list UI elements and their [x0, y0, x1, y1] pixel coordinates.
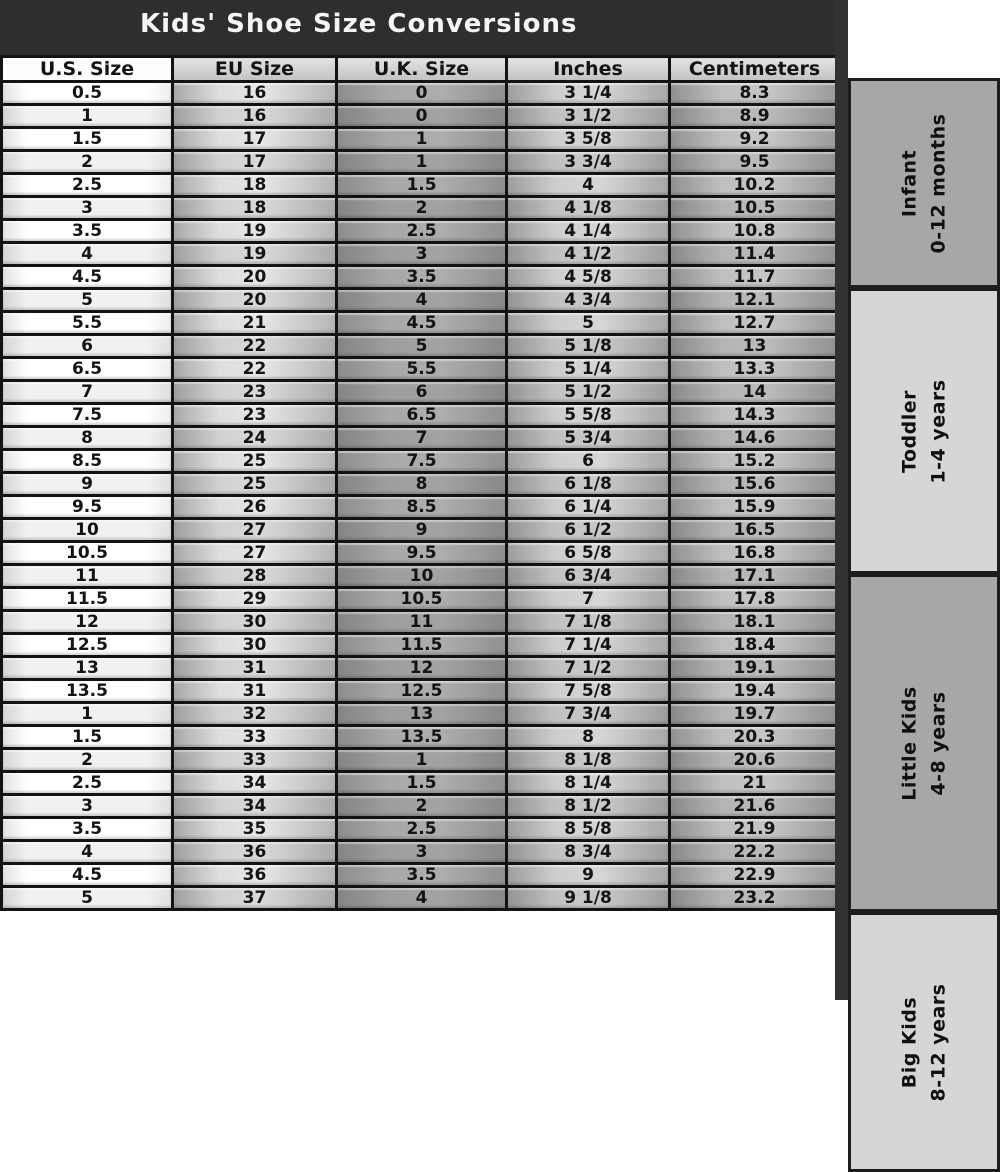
column-header-uk-size: U.K. Size — [337, 57, 507, 82]
cell-r14-c5: 14 — [670, 381, 840, 404]
cell-r16-c1: 8 — [2, 427, 173, 450]
table-row — [2, 864, 840, 887]
cell-r7-c3: 2.5 — [337, 220, 507, 243]
cell-r25-c2: 30 — [173, 634, 337, 657]
cell-r30-c5: 20.6 — [670, 749, 840, 772]
column-header-inches: Inches — [507, 57, 670, 82]
cell-r17-c4: 6 — [507, 450, 670, 473]
cell-r4-c5: 9.5 — [670, 151, 840, 174]
cell-r12-c4: 5 1/8 — [507, 335, 670, 358]
cell-r29-c2: 33 — [173, 726, 337, 749]
cell-r19-c1: 9.5 — [2, 496, 173, 519]
table-row — [2, 358, 840, 381]
table-row — [2, 128, 840, 151]
cell-r10-c3: 4 — [337, 289, 507, 312]
page-title: Kids' Shoe Size Conversions — [140, 9, 578, 39]
table-row — [2, 450, 840, 473]
cell-r9-c1: 4.5 — [2, 266, 173, 289]
title-band — [0, 0, 838, 55]
cell-r3-c2: 17 — [173, 128, 337, 151]
cell-r20-c2: 27 — [173, 519, 337, 542]
cell-r34-c3: 3 — [337, 841, 507, 864]
cell-r13-c5: 13.3 — [670, 358, 840, 381]
cell-r15-c5: 14.3 — [670, 404, 840, 427]
cell-r21-c3: 9.5 — [337, 542, 507, 565]
cell-r27-c3: 12.5 — [337, 680, 507, 703]
cell-r2-c2: 16 — [173, 105, 337, 128]
cell-r6-c1: 3 — [2, 197, 173, 220]
cell-r18-c1: 9 — [2, 473, 173, 496]
cell-r2-c4: 3 1/2 — [507, 105, 670, 128]
cell-r11-c2: 21 — [173, 312, 337, 335]
age-block-big-kids — [848, 912, 1000, 1172]
cell-r25-c3: 11.5 — [337, 634, 507, 657]
table-row — [2, 795, 840, 818]
cell-r36-c5: 23.2 — [670, 887, 840, 910]
table-header-row — [2, 57, 840, 82]
age-block-big-kids-label: Big Kids 8-12 years — [898, 983, 949, 1101]
cell-r1-c4: 3 1/4 — [507, 82, 670, 105]
cell-r7-c5: 10.8 — [670, 220, 840, 243]
cell-r22-c5: 17.1 — [670, 565, 840, 588]
cell-r18-c5: 15.6 — [670, 473, 840, 496]
cell-r31-c3: 1.5 — [337, 772, 507, 795]
cell-r32-c2: 34 — [173, 795, 337, 818]
cell-r35-c2: 36 — [173, 864, 337, 887]
table-row — [2, 887, 840, 910]
table-row — [2, 680, 840, 703]
cell-r23-c1: 11.5 — [2, 588, 173, 611]
table-row — [2, 105, 840, 128]
cell-r25-c5: 18.4 — [670, 634, 840, 657]
cell-r34-c4: 8 3/4 — [507, 841, 670, 864]
cell-r30-c1: 2 — [2, 749, 173, 772]
table-row — [2, 404, 840, 427]
cell-r21-c2: 27 — [173, 542, 337, 565]
cell-r32-c4: 8 1/2 — [507, 795, 670, 818]
table-row — [2, 151, 840, 174]
table-row — [2, 611, 840, 634]
cell-r32-c3: 2 — [337, 795, 507, 818]
cell-r22-c2: 28 — [173, 565, 337, 588]
cell-r10-c1: 5 — [2, 289, 173, 312]
cell-r33-c1: 3.5 — [2, 818, 173, 841]
age-block-toddler-label: Toddler 1-4 years — [898, 378, 949, 484]
cell-r32-c5: 21.6 — [670, 795, 840, 818]
cell-r21-c4: 6 5/8 — [507, 542, 670, 565]
cell-r9-c4: 4 5/8 — [507, 266, 670, 289]
cell-r10-c2: 20 — [173, 289, 337, 312]
table-row — [2, 772, 840, 795]
cell-r21-c1: 10.5 — [2, 542, 173, 565]
cell-r9-c5: 11.7 — [670, 266, 840, 289]
cell-r7-c2: 19 — [173, 220, 337, 243]
cell-r31-c1: 2.5 — [2, 772, 173, 795]
table-row — [2, 312, 840, 335]
cell-r17-c2: 25 — [173, 450, 337, 473]
cell-r31-c2: 34 — [173, 772, 337, 795]
cell-r30-c2: 33 — [173, 749, 337, 772]
table-row — [2, 335, 840, 358]
cell-r13-c2: 22 — [173, 358, 337, 381]
table-sidebar-divider — [835, 0, 848, 1000]
cell-r36-c4: 9 1/8 — [507, 887, 670, 910]
cell-r17-c5: 15.2 — [670, 450, 840, 473]
cell-r36-c2: 37 — [173, 887, 337, 910]
cell-r5-c5: 10.2 — [670, 174, 840, 197]
cell-r15-c4: 5 5/8 — [507, 404, 670, 427]
cell-r23-c5: 17.8 — [670, 588, 840, 611]
cell-r3-c5: 9.2 — [670, 128, 840, 151]
cell-r16-c4: 5 3/4 — [507, 427, 670, 450]
cell-r22-c4: 6 3/4 — [507, 565, 670, 588]
cell-r11-c5: 12.7 — [670, 312, 840, 335]
cell-r36-c1: 5 — [2, 887, 173, 910]
cell-r11-c3: 4.5 — [337, 312, 507, 335]
cell-r23-c3: 10.5 — [337, 588, 507, 611]
cell-r20-c4: 6 1/2 — [507, 519, 670, 542]
cell-r12-c1: 6 — [2, 335, 173, 358]
table-row — [2, 519, 840, 542]
cell-r8-c1: 4 — [2, 243, 173, 266]
cell-r26-c1: 13 — [2, 657, 173, 680]
cell-r23-c2: 29 — [173, 588, 337, 611]
table-row — [2, 473, 840, 496]
cell-r6-c5: 10.5 — [670, 197, 840, 220]
age-block-little-kids — [848, 574, 1000, 912]
cell-r22-c1: 11 — [2, 565, 173, 588]
cell-r13-c4: 5 1/4 — [507, 358, 670, 381]
cell-r15-c1: 7.5 — [2, 404, 173, 427]
cell-r27-c1: 13.5 — [2, 680, 173, 703]
cell-r9-c2: 20 — [173, 266, 337, 289]
cell-r3-c4: 3 5/8 — [507, 128, 670, 151]
cell-r6-c4: 4 1/8 — [507, 197, 670, 220]
cell-r34-c2: 36 — [173, 841, 337, 864]
cell-r8-c2: 19 — [173, 243, 337, 266]
cell-r4-c3: 1 — [337, 151, 507, 174]
cell-r6-c3: 2 — [337, 197, 507, 220]
cell-r4-c4: 3 3/4 — [507, 151, 670, 174]
cell-r33-c3: 2.5 — [337, 818, 507, 841]
cell-r34-c5: 22.2 — [670, 841, 840, 864]
cell-r14-c3: 6 — [337, 381, 507, 404]
cell-r35-c5: 22.9 — [670, 864, 840, 887]
cell-r1-c3: 0 — [337, 82, 507, 105]
cell-r18-c4: 6 1/8 — [507, 473, 670, 496]
cell-r29-c1: 1.5 — [2, 726, 173, 749]
table-row — [2, 657, 840, 680]
age-block-infant — [848, 78, 1000, 288]
cell-r16-c3: 7 — [337, 427, 507, 450]
table-row — [2, 220, 840, 243]
cell-r8-c5: 11.4 — [670, 243, 840, 266]
table-row — [2, 82, 840, 105]
cell-r5-c4: 4 — [507, 174, 670, 197]
cell-r15-c3: 6.5 — [337, 404, 507, 427]
table-row — [2, 749, 840, 772]
table-row — [2, 266, 840, 289]
cell-r28-c2: 32 — [173, 703, 337, 726]
cell-r4-c1: 2 — [2, 151, 173, 174]
cell-r1-c5: 8.3 — [670, 82, 840, 105]
cell-r20-c5: 16.5 — [670, 519, 840, 542]
cell-r8-c4: 4 1/2 — [507, 243, 670, 266]
cell-r1-c1: 0.5 — [2, 82, 173, 105]
cell-r11-c1: 5.5 — [2, 312, 173, 335]
cell-r28-c4: 7 3/4 — [507, 703, 670, 726]
cell-r19-c3: 8.5 — [337, 496, 507, 519]
cell-r28-c3: 13 — [337, 703, 507, 726]
cell-r34-c1: 4 — [2, 841, 173, 864]
cell-r17-c1: 8.5 — [2, 450, 173, 473]
cell-r19-c4: 6 1/4 — [507, 496, 670, 519]
cell-r27-c2: 31 — [173, 680, 337, 703]
table-row — [2, 565, 840, 588]
cell-r24-c3: 11 — [337, 611, 507, 634]
age-block-little-kids-label: Little Kids 4-8 years — [898, 685, 949, 801]
cell-r26-c2: 31 — [173, 657, 337, 680]
cell-r18-c2: 25 — [173, 473, 337, 496]
cell-r13-c1: 6.5 — [2, 358, 173, 381]
cell-r7-c4: 4 1/4 — [507, 220, 670, 243]
column-header-eu-size: EU Size — [173, 57, 337, 82]
table-row — [2, 197, 840, 220]
cell-r25-c4: 7 1/4 — [507, 634, 670, 657]
cell-r12-c5: 13 — [670, 335, 840, 358]
cell-r7-c1: 3.5 — [2, 220, 173, 243]
cell-r2-c3: 0 — [337, 105, 507, 128]
cell-r33-c4: 8 5/8 — [507, 818, 670, 841]
age-block-infant-label: Infant 0-12 months — [898, 113, 949, 253]
cell-r6-c2: 18 — [173, 197, 337, 220]
cell-r30-c4: 8 1/8 — [507, 749, 670, 772]
cell-r19-c5: 15.9 — [670, 496, 840, 519]
cell-r2-c5: 8.9 — [670, 105, 840, 128]
cell-r35-c3: 3.5 — [337, 864, 507, 887]
age-block-toddler — [848, 288, 1000, 574]
cell-r25-c1: 12.5 — [2, 634, 173, 657]
table-row — [2, 634, 840, 657]
cell-r5-c3: 1.5 — [337, 174, 507, 197]
cell-r11-c4: 5 — [507, 312, 670, 335]
table-row — [2, 726, 840, 749]
cell-r27-c4: 7 5/8 — [507, 680, 670, 703]
cell-r32-c1: 3 — [2, 795, 173, 818]
cell-r4-c2: 17 — [173, 151, 337, 174]
cell-r14-c4: 5 1/2 — [507, 381, 670, 404]
cell-r21-c5: 16.8 — [670, 542, 840, 565]
column-header-centimeters: Centimeters — [670, 57, 840, 82]
cell-r20-c3: 9 — [337, 519, 507, 542]
cell-r24-c5: 18.1 — [670, 611, 840, 634]
cell-r17-c3: 7.5 — [337, 450, 507, 473]
column-header-us-size: U.S. Size — [2, 57, 173, 82]
table-row — [2, 841, 840, 864]
table-row — [2, 542, 840, 565]
cell-r36-c3: 4 — [337, 887, 507, 910]
cell-r5-c1: 2.5 — [2, 174, 173, 197]
cell-r9-c3: 3.5 — [337, 266, 507, 289]
cell-r13-c3: 5.5 — [337, 358, 507, 381]
cell-r33-c2: 35 — [173, 818, 337, 841]
table-body — [2, 82, 840, 910]
cell-r31-c4: 8 1/4 — [507, 772, 670, 795]
conversion-table — [0, 55, 841, 911]
cell-r14-c2: 23 — [173, 381, 337, 404]
cell-r16-c5: 14.6 — [670, 427, 840, 450]
cell-r26-c4: 7 1/2 — [507, 657, 670, 680]
table-row — [2, 427, 840, 450]
cell-r19-c2: 26 — [173, 496, 337, 519]
cell-r30-c3: 1 — [337, 749, 507, 772]
cell-r31-c5: 21 — [670, 772, 840, 795]
cell-r33-c5: 21.9 — [670, 818, 840, 841]
cell-r12-c2: 22 — [173, 335, 337, 358]
cell-r24-c4: 7 1/8 — [507, 611, 670, 634]
cell-r29-c3: 13.5 — [337, 726, 507, 749]
cell-r10-c5: 12.1 — [670, 289, 840, 312]
table-row — [2, 496, 840, 519]
cell-r5-c2: 18 — [173, 174, 337, 197]
cell-r22-c3: 10 — [337, 565, 507, 588]
table-row — [2, 818, 840, 841]
cell-r14-c1: 7 — [2, 381, 173, 404]
cell-r16-c2: 24 — [173, 427, 337, 450]
age-group-sidebar — [848, 0, 1000, 1101]
cell-r26-c5: 19.1 — [670, 657, 840, 680]
cell-r35-c4: 9 — [507, 864, 670, 887]
cell-r18-c3: 8 — [337, 473, 507, 496]
cell-r20-c1: 10 — [2, 519, 173, 542]
cell-r10-c4: 4 3/4 — [507, 289, 670, 312]
cell-r35-c1: 4.5 — [2, 864, 173, 887]
table-row — [2, 174, 840, 197]
cell-r28-c1: 1 — [2, 703, 173, 726]
cell-r24-c1: 12 — [2, 611, 173, 634]
cell-r15-c2: 23 — [173, 404, 337, 427]
table-row — [2, 381, 840, 404]
cell-r27-c5: 19.4 — [670, 680, 840, 703]
cell-r2-c1: 1 — [2, 105, 173, 128]
cell-r12-c3: 5 — [337, 335, 507, 358]
cell-r29-c5: 20.3 — [670, 726, 840, 749]
cell-r24-c2: 30 — [173, 611, 337, 634]
cell-r23-c4: 7 — [507, 588, 670, 611]
table-row — [2, 289, 840, 312]
table-row — [2, 243, 840, 266]
cell-r8-c3: 3 — [337, 243, 507, 266]
cell-r3-c1: 1.5 — [2, 128, 173, 151]
cell-r29-c4: 8 — [507, 726, 670, 749]
table-row — [2, 703, 840, 726]
cell-r1-c2: 16 — [173, 82, 337, 105]
table-row — [2, 588, 840, 611]
cell-r3-c3: 1 — [337, 128, 507, 151]
cell-r28-c5: 19.7 — [670, 703, 840, 726]
cell-r26-c3: 12 — [337, 657, 507, 680]
